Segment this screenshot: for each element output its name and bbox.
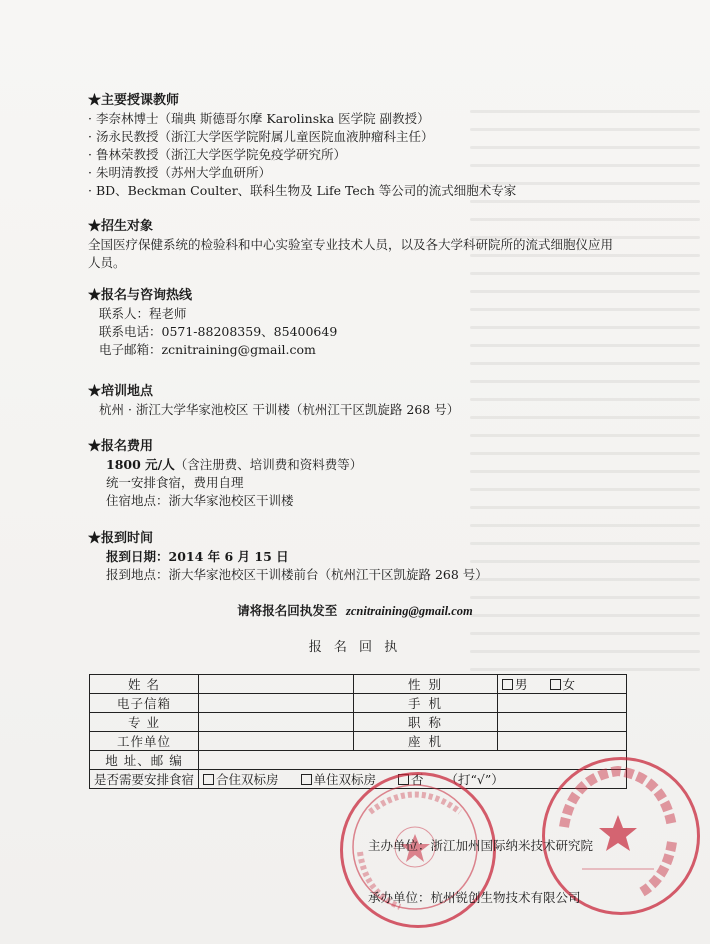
sex-field[interactable] (498, 675, 627, 694)
seal-star-icon (542, 757, 694, 909)
sex-label: 性 别 (354, 675, 498, 694)
submit-prefix: 请将报名回执发至 (237, 603, 338, 618)
teacher-item: · 汤永民教授（浙江大学医学院附属儿童医院血液肿瘤科主任） (88, 129, 434, 144)
target-text: 全国医疗保健系统的检验科和中心实验室专业技术人员，以及各大学科研院所的流式细胞仪应用人员。 (88, 237, 614, 270)
checkbox-icon[interactable] (502, 679, 513, 690)
form-row (90, 713, 627, 732)
checkbox-icon[interactable] (550, 679, 561, 690)
checkbox-icon[interactable] (301, 774, 312, 785)
receipt-title: 报 名 回 执 (308, 640, 402, 655)
email-label: 电子信箱 (90, 694, 199, 713)
title-field[interactable] (498, 713, 627, 732)
contact-email: 电子邮箱：zcnitraining@gmail.com (99, 342, 316, 357)
fee-lodging: 统一安排食宿，费用自理 (106, 475, 244, 490)
contact-title: ★报名与咨询热线 (88, 288, 193, 303)
location-section (88, 383, 459, 419)
unit-label: 工作单位 (90, 732, 199, 751)
landline-field[interactable] (498, 732, 627, 751)
report-section (88, 530, 488, 584)
target-title: ★招生对象 (88, 219, 154, 234)
teacher-item: · BD、Beckman Coulter、联科生物及 Life Tech 等公司的流式细胞术专家 (88, 183, 517, 198)
checkbox-icon[interactable] (203, 774, 214, 785)
male-option[interactable] (502, 677, 528, 692)
major-label: 专 业 (90, 713, 199, 732)
contact-person: 联系人：程老师 (99, 306, 187, 321)
name-label: 姓 名 (90, 675, 199, 694)
tick-note: （打“√”） (445, 772, 504, 787)
landline-label: 座 机 (354, 732, 498, 751)
teachers-title: ★主要授课教师 (88, 93, 180, 108)
female-option[interactable] (550, 677, 576, 692)
teacher-item: · 李奈林博士（瑞典 斯德哥尔摩 Karolinska 医学院 副教授） (88, 111, 430, 126)
teachers-section (88, 92, 516, 200)
submit-instruction (0, 601, 710, 619)
target-section (88, 218, 618, 272)
fee-title: ★报名费用 (88, 439, 154, 454)
fee-amount-note: （含注册费、培训费和资料费等） (174, 457, 363, 472)
report-title: ★报到时间 (88, 531, 154, 546)
undertaker-organizer: 承办单位：杭州锐创生物技术有限公司 (368, 890, 581, 905)
no-lodging-label: 否 (411, 772, 424, 787)
fee-place: 住宿地点：浙大华家池校区干训楼 (106, 493, 294, 508)
location-address: 杭州 · 浙江大学华家池校区 干训楼（杭州江干区凯旋路 268 号） (99, 402, 460, 417)
male-label: 男 (515, 677, 528, 692)
mobile-field[interactable] (498, 694, 627, 713)
fee-amount: 1800 元/人 (106, 457, 175, 472)
mobile-label: 手 机 (354, 694, 498, 713)
single-room-label: 单住双标房 (313, 772, 377, 787)
name-field[interactable] (199, 675, 354, 694)
report-place: 报到地点：浙大华家池校区干训楼前台（杭州江干区凯旋路 268 号） (106, 567, 488, 582)
title-label: 职 称 (354, 713, 498, 732)
contact-phone: 联系电话：0571-88208359、85400649 (99, 324, 338, 339)
major-field[interactable] (199, 713, 354, 732)
teacher-item: · 朱明清教授（苏州大学血研所） (88, 165, 271, 180)
form-row (90, 732, 627, 751)
teacher-item: · 鲁林荣教授（浙江大学医学院免疫学研究所） (88, 147, 346, 162)
email-field[interactable] (199, 694, 354, 713)
unit-field[interactable] (199, 732, 354, 751)
double-shared-label: 合住双标房 (216, 772, 279, 787)
contact-section (88, 287, 337, 359)
lodging-label: 是否需要安排食宿 (90, 770, 199, 789)
female-label: 女 (562, 677, 576, 692)
fee-section (88, 438, 362, 510)
form-row (90, 694, 627, 713)
double-shared-option[interactable] (203, 772, 279, 787)
address-label: 地 址、邮 编 (90, 751, 199, 770)
location-title: ★培训地点 (88, 384, 154, 399)
report-date: 报到日期：2014 年 6 月 15 日 (106, 549, 289, 564)
host-organizer: 主办单位：浙江加州国际纳米技术研究院 (368, 838, 594, 853)
form-row (90, 675, 627, 694)
submit-email: zcnitraining@gmail.com (345, 604, 473, 618)
